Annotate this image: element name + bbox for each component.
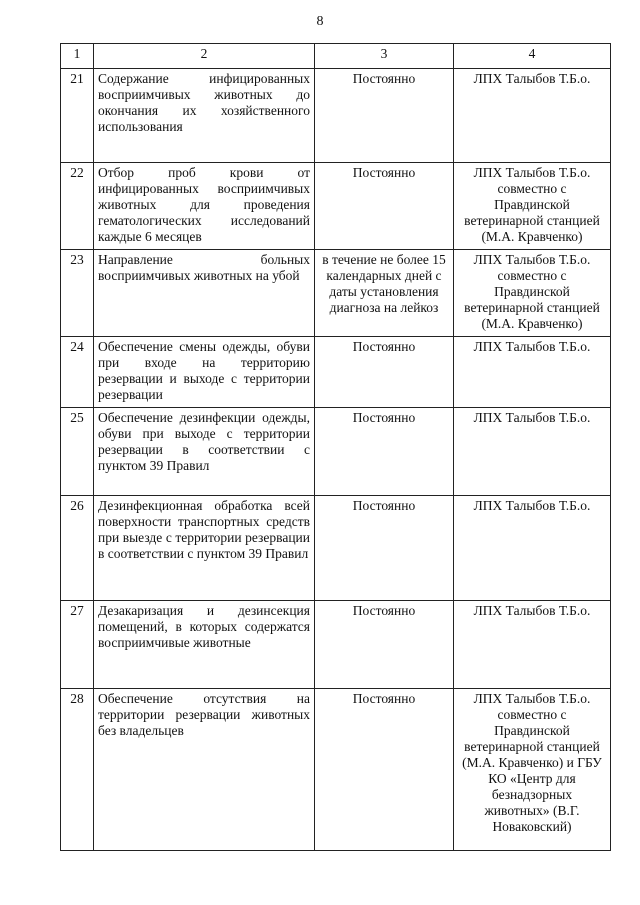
header-col-3: 3 — [315, 44, 454, 69]
table-row — [61, 69, 611, 163]
row-term: Постоянно — [315, 496, 454, 601]
header-col-2: 2 — [94, 44, 315, 69]
table-row — [61, 337, 611, 408]
row-term: Постоянно — [315, 601, 454, 689]
row-responsible: ЛПХ Талыбов Т.Б.о. — [454, 496, 611, 601]
row-responsible: ЛПХ Талыбов Т.Б.о. совместно с Правдинской ветеринарной станцией (М.А. Кравченко) — [454, 250, 611, 337]
row-term: Постоянно — [315, 163, 454, 250]
table-row — [61, 250, 611, 337]
row-responsible: ЛПХ Талыбов Т.Б.о. совместно с Правдинской ветеринарной станцией (М.А. Кравченко) и ГБУ КО «Центр для безнадзорных животных» (В.Г. Новаковский) — [454, 689, 611, 851]
row-responsible: ЛПХ Талыбов Т.Б.о. совместно с Правдинской ветеринарной станцией (М.А. Кравченко) — [454, 163, 611, 250]
row-action: Обеспечение отсутствия на территории резервации животных без владельцев — [94, 689, 315, 851]
row-term: Постоянно — [315, 408, 454, 496]
row-number: 22 — [61, 163, 94, 250]
page-number: 8 — [316, 14, 324, 29]
row-term: Постоянно — [315, 69, 454, 163]
table-row — [61, 496, 611, 601]
row-responsible: ЛПХ Талыбов Т.Б.о. — [454, 601, 611, 689]
row-action: Обеспечение дезинфекции одежды, обуви при выходе с территории резервации в соответствии с пунктом 39 Правил — [94, 408, 315, 496]
table-row — [61, 601, 611, 689]
table-row — [61, 689, 611, 851]
row-action: Содержание инфицированных восприимчивых животных до окончания их хозяйственного использования — [94, 69, 315, 163]
table-row — [61, 163, 611, 250]
row-term: Постоянно — [315, 689, 454, 851]
row-number: 27 — [61, 601, 94, 689]
row-responsible: ЛПХ Талыбов Т.Б.о. — [454, 337, 611, 408]
row-number: 26 — [61, 496, 94, 601]
header-col-4: 4 — [454, 44, 611, 69]
row-number: 21 — [61, 69, 94, 163]
row-number: 25 — [61, 408, 94, 496]
header-col-1: 1 — [61, 44, 94, 69]
row-number: 24 — [61, 337, 94, 408]
table-header-row — [61, 44, 611, 69]
row-action: Обеспечение смены одежды, обуви при входе на территорию резервации и выходе с территории резервации — [94, 337, 315, 408]
row-term: в течение не более 15 календарных дней с даты установления диагноза на лейкоз — [315, 250, 454, 337]
row-number: 28 — [61, 689, 94, 851]
row-responsible: ЛПХ Талыбов Т.Б.о. — [454, 69, 611, 163]
measures-table — [60, 43, 611, 851]
table-row — [61, 408, 611, 496]
row-number: 23 — [61, 250, 94, 337]
row-responsible: ЛПХ Талыбов Т.Б.о. — [454, 408, 611, 496]
row-term: Постоянно — [315, 337, 454, 408]
row-action: Дезакаризация и дезинсекция помещений, в которых содержатся восприимчивые животные — [94, 601, 315, 689]
row-action: Направление больных восприимчивых животных на убой — [94, 250, 315, 337]
row-action: Дезинфекционная обработка всей поверхности транспортных средств при выезде с территории резервации в соответствии с пунктом 39 Правил — [94, 496, 315, 601]
row-action: Отбор проб крови от инфицированных восприимчивых животных для проведения гематологических исследований каждые 6 месяцев — [94, 163, 315, 250]
